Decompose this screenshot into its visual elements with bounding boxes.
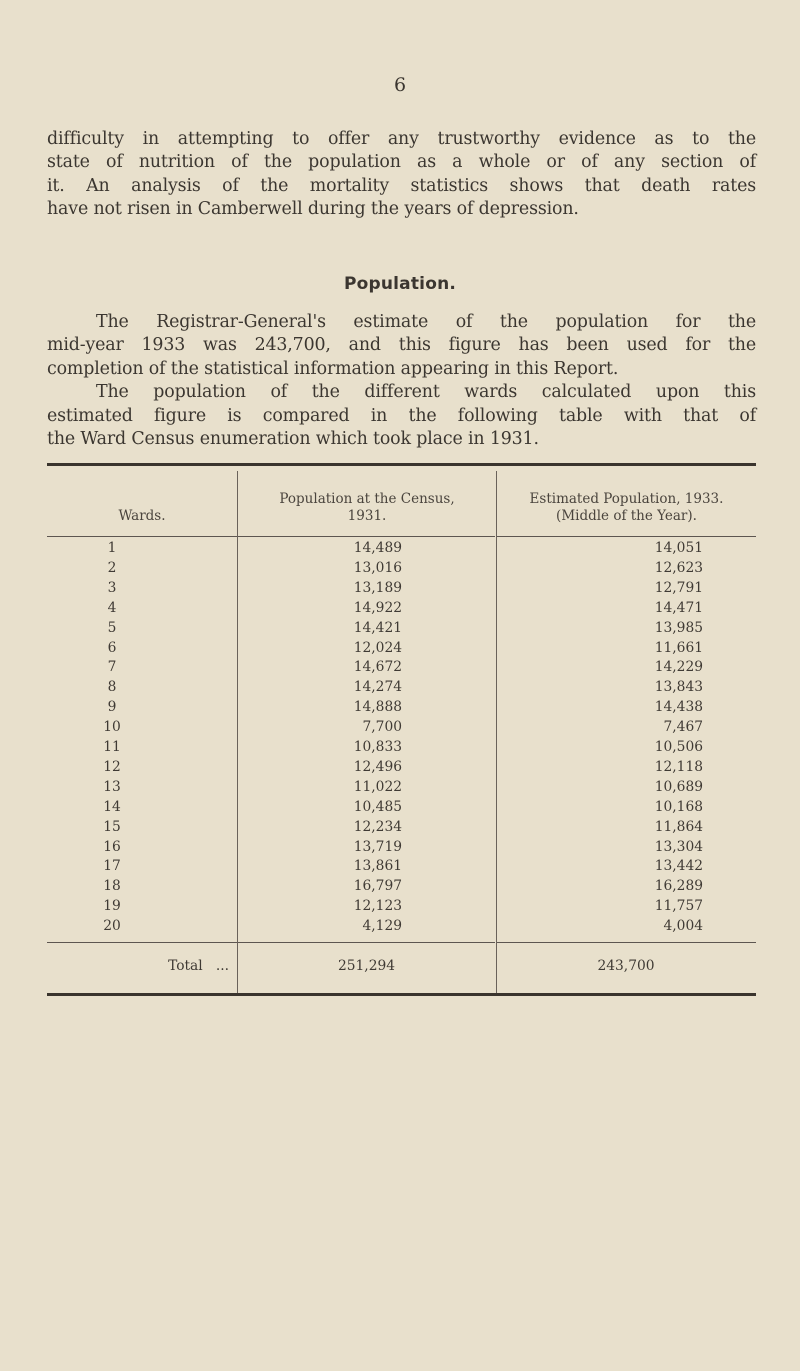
estimated-1933-value: 11,661: [654, 639, 703, 656]
paragraph-line: it. An analysis of the mortality statistics shows that death rates: [47, 175, 756, 196]
estimated-1933-value: 4,004: [663, 918, 703, 935]
paragraph-line: The Registrar-General's estimate of the population for the: [96, 312, 756, 332]
table-row: [47, 619, 756, 639]
header-bottom-rule: [497, 536, 756, 537]
census-1931-value: 14,888: [353, 699, 402, 716]
header-bottom-rule: [47, 536, 237, 537]
ward-number: 16: [103, 838, 121, 855]
paragraph-line: mid-year 1933 was 243,700, and this figure has been used for the: [47, 335, 756, 356]
ward-number: 17: [103, 858, 121, 875]
table-row: [47, 718, 756, 738]
estimated-1933-value: 12,118: [654, 758, 703, 775]
section-heading: Population.: [343, 274, 457, 294]
ward-number: 18: [103, 878, 121, 895]
ward-number: 15: [103, 818, 121, 835]
paragraph-line: completion of the statistical information appearing in this Report.: [47, 358, 619, 379]
header-census-line1: Population at the Census,: [279, 491, 455, 507]
census-1931-value: 13,719: [353, 838, 402, 855]
total-top-rule: [497, 942, 756, 943]
table-row: [47, 599, 756, 619]
estimated-1933-value: 11,757: [654, 898, 703, 915]
census-1931-value: 14,922: [353, 599, 402, 616]
ward-number: 12: [103, 758, 121, 775]
table-row: [47, 678, 756, 698]
ward-number: 7: [107, 659, 117, 676]
header-census-line2: 1931.: [347, 508, 387, 524]
census-1931-value: 10,485: [353, 798, 402, 815]
estimated-1933-value: 12,623: [654, 559, 703, 576]
table-row: [47, 539, 756, 559]
table-row: [47, 579, 756, 599]
estimated-1933-value: 13,442: [654, 858, 703, 875]
census-1931-value: 12,123: [353, 898, 402, 915]
table-bottom-rule: [47, 993, 756, 996]
estimated-1933-value: 13,985: [654, 619, 703, 636]
table-row: [47, 639, 756, 659]
ward-number: 13: [103, 778, 121, 795]
table-row: [47, 559, 756, 579]
ward-number: 20: [103, 918, 121, 935]
ward-number: 3: [107, 579, 117, 596]
census-1931-value: 12,234: [353, 818, 402, 835]
paragraph-line: difficulty in attempting to offer any trustworthy evidence as to the: [47, 129, 756, 149]
census-1931-value: 11,022: [353, 778, 402, 795]
paragraph-line: the Ward Census enumeration which took place in 1931.: [47, 429, 539, 450]
table-row: [47, 838, 756, 858]
population-paragraph: [47, 311, 756, 451]
paragraph-line: state of nutrition of the population as a whole or of any section of: [47, 152, 756, 173]
estimated-1933-value: 10,689: [654, 778, 703, 795]
total-census-1931: 251,294: [337, 958, 396, 974]
ward-number: 9: [107, 699, 117, 716]
ward-number: 14: [103, 798, 121, 815]
total-label: Total ...: [168, 958, 229, 974]
page-number: 6: [393, 74, 407, 96]
table-row: [47, 917, 756, 937]
ward-number: 2: [107, 559, 117, 576]
estimated-1933-value: 10,168: [654, 798, 703, 815]
census-1931-value: 10,833: [353, 739, 402, 755]
estimated-1933-value: 7,467: [663, 719, 703, 736]
census-1931-value: 12,024: [353, 639, 402, 656]
header-census: [238, 491, 496, 525]
census-1931-value: 13,189: [353, 579, 402, 596]
census-1931-value: 14,421: [353, 619, 402, 636]
table-top-rule: [47, 463, 756, 466]
estimated-1933-value: 14,438: [654, 699, 703, 716]
estimated-1933-value: 12,791: [654, 579, 703, 596]
census-1931-value: 14,672: [353, 659, 402, 676]
paragraph-line: The population of the different wards calculated upon this: [96, 382, 756, 403]
census-1931-value: 16,797: [353, 878, 402, 895]
total-row: [47, 957, 756, 977]
estimated-1933-value: 14,051: [654, 540, 703, 556]
header-estimate: [497, 491, 756, 525]
table-row: [47, 798, 756, 818]
census-1931-value: 14,489: [353, 540, 402, 556]
estimated-1933-value: 14,229: [654, 659, 703, 676]
total-top-rule: [238, 942, 495, 943]
ward-number: 6: [107, 639, 117, 656]
header-estimate-line2: (Middle of the Year).: [556, 508, 697, 524]
total-top-rule: [47, 942, 237, 943]
census-1931-value: 7,700: [362, 719, 402, 736]
estimated-1933-value: 11,864: [654, 818, 703, 835]
table-row: [47, 877, 756, 897]
estimated-1933-value: 14,471: [654, 599, 703, 616]
table-row: [47, 698, 756, 718]
ward-number: 1: [107, 540, 117, 556]
table-row: [47, 818, 756, 838]
census-1931-value: 14,274: [353, 679, 402, 696]
paragraph-line: have not risen in Camberwell during the years of depression.: [47, 199, 579, 220]
census-1931-value: 13,861: [353, 858, 402, 875]
estimated-1933-value: 13,304: [654, 838, 703, 855]
estimated-1933-value: 16,289: [654, 878, 703, 895]
header-bottom-rule: [238, 536, 495, 537]
table-row: [47, 738, 756, 758]
paragraph-line: estimated figure is compared in the following table with that of: [47, 405, 756, 426]
ward-number: 4: [107, 599, 117, 616]
table-row: [47, 857, 756, 877]
census-1931-value: 4,129: [362, 918, 402, 935]
table-row: [47, 658, 756, 678]
estimated-1933-value: 13,843: [654, 679, 703, 696]
table-row: [47, 897, 756, 917]
census-1931-value: 13,016: [353, 559, 402, 576]
ward-number: 11: [103, 739, 121, 755]
ward-number: 19: [103, 898, 121, 915]
intro-paragraph: [47, 128, 756, 222]
header-wards: Wards.: [118, 508, 166, 524]
table-row: [47, 758, 756, 778]
total-estimated-1933: 243,700: [597, 958, 655, 974]
census-1931-value: 12,496: [353, 758, 402, 775]
ward-number: 10: [103, 719, 121, 736]
header-estimate-line1: Estimated Population, 1933.: [529, 491, 724, 507]
ward-number: 5: [107, 619, 117, 636]
ward-number: 8: [107, 679, 117, 696]
estimated-1933-value: 10,506: [654, 739, 703, 755]
table-row: [47, 778, 756, 798]
